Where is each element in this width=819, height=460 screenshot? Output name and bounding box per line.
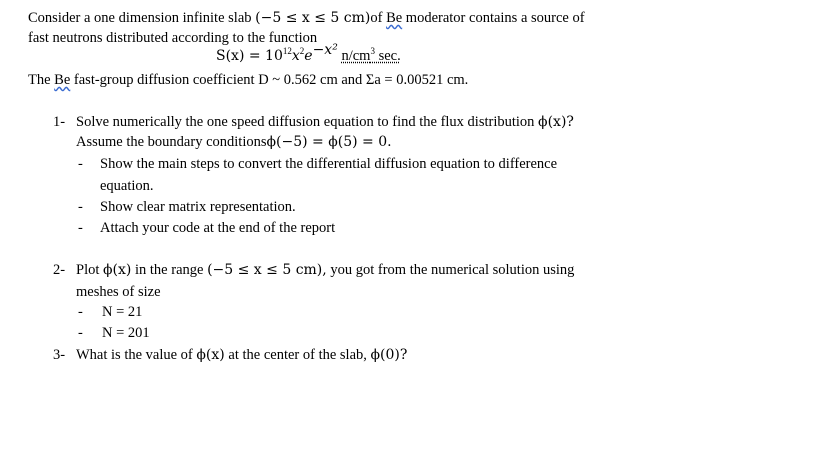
mesh-size-item: N = 201 [102, 325, 150, 341]
question-2-line-1 [76, 261, 574, 279]
source-x: x [291, 48, 300, 64]
question-number: 1- [53, 114, 66, 130]
question-text: you got from the numerical solution using [326, 262, 575, 278]
bullet-dash: - [78, 325, 83, 341]
bullet-dash: - [78, 220, 83, 236]
bullet-item: Show clear matrix representation. [100, 199, 296, 215]
question-number: 3- [53, 347, 66, 363]
flux-math: ϕ(x) [196, 347, 225, 363]
source-e: e [304, 48, 313, 64]
flux-math: ϕ(x)? [538, 114, 574, 130]
source-function [216, 42, 401, 65]
intro-text: The [28, 72, 55, 88]
intro-text: moderator contains a source of [402, 10, 585, 26]
intro-line-1 [28, 9, 585, 27]
intro-text: Consider a one dimension infinite slab [28, 10, 256, 26]
diffusion-coefficient-text: fast-group diffusion coefficient D ~ 0.562 cm and Σa = 0.00521 cm. [70, 72, 469, 88]
bullet-item-continued: equation. [100, 178, 154, 194]
question-text: at the center of the slab, [224, 347, 371, 363]
question-text: Assume the boundary conditions [76, 134, 267, 150]
question-text: What is the value of [76, 347, 197, 363]
center-flux-math: ϕ(0)? [370, 347, 408, 363]
be-word: Be [54, 72, 71, 88]
slab-range-math: (−5 ≤ x ≤ 5 cm) [255, 10, 371, 26]
units-exp: 3 [370, 46, 375, 57]
bullet-dash: - [78, 156, 83, 172]
be-word: Be [386, 10, 403, 26]
question-text: Plot [76, 262, 103, 278]
exp-12: 12 [282, 46, 292, 57]
source-lhs: S(x) = 10 [216, 48, 283, 64]
question-number: 2- [53, 262, 66, 278]
intro-line-2: fast neutrons distributed according to the function [28, 30, 318, 46]
question-1-line-2 [76, 133, 392, 151]
question-text: in the range [131, 262, 208, 278]
question-text: Solve numerically the one speed diffusion equation to find the flux distribution [76, 114, 539, 130]
boundary-math: ϕ(−5) = ϕ(5) = 0. [266, 134, 392, 150]
source-units [341, 48, 400, 64]
flux-math: ϕ(x) [103, 262, 132, 278]
intro-text: of [370, 10, 387, 26]
intro-line-4 [28, 71, 468, 89]
units-text: n/cm [341, 48, 371, 64]
exp-neg-x2: −x² [312, 42, 338, 59]
question-2-line-2: meshes of size [76, 284, 161, 300]
units-tail: sec. [374, 48, 401, 64]
mesh-size-item: N = 21 [102, 304, 143, 320]
range-math: (−5 ≤ x ≤ 5 cm), [207, 262, 327, 278]
bullet-item: Attach your code at the end of the report [100, 220, 336, 236]
bullet-item: Show the main steps to convert the differential diffusion equation to difference [100, 156, 558, 172]
bullet-dash: - [78, 304, 83, 320]
question-1-line-1 [76, 113, 574, 131]
question-3-line-1 [76, 346, 407, 364]
exp-2: 2 [299, 46, 305, 57]
bullet-dash: - [78, 199, 83, 215]
